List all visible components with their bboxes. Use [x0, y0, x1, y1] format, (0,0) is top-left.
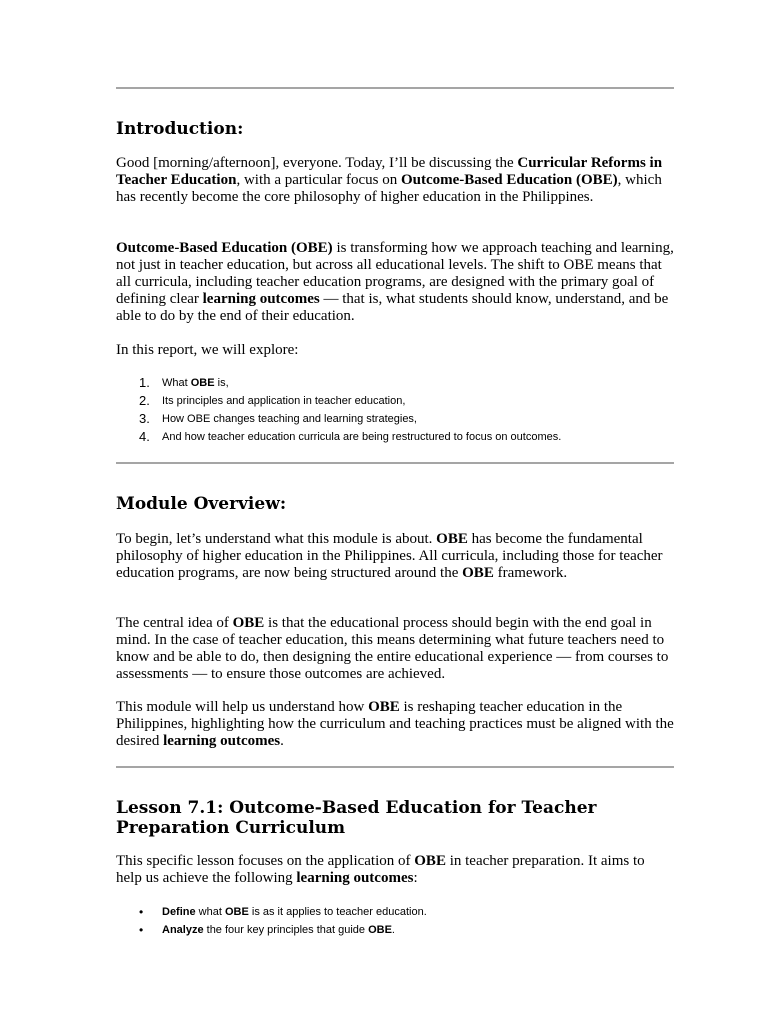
module-paragraph-3: This module will help us understand how OBE is reshaping teacher education in the Philippines, highlighting how the curriculum and teaching practices must be aligned with the desired learning outcomes. — [116, 699, 674, 749]
horizontal-rule — [116, 766, 674, 768]
list-item: 2. Its principles and application in teacher education, — [139, 393, 406, 408]
list-item: 1. What OBE is, — [139, 375, 229, 390]
intro-paragraph-1: Good [morning/afternoon], everyone. Today, I’ll be discussing the Curricular Reforms in Teacher Education, with a particular focus on Outcome-Based Education (OBE), which has recently become the core philosophy of higher education in the Philippines. — [116, 155, 663, 205]
module-paragraph-2: The central idea of OBE is that the educational process should begin with the end goal in mind. In the case of teacher education, this means determining what future teachers need to know and be able to do, then designing the entire educational experience — from courses to assessments — to ensure those outcomes are achieved. — [116, 615, 669, 682]
intro-paragraph-3: In this report, we will explore: — [116, 342, 299, 358]
horizontal-rule — [116, 87, 674, 89]
horizontal-rule — [116, 462, 674, 464]
lesson-paragraph-1: This specific lesson focuses on the application of OBE in teacher preparation. It aims to help us achieve the following learning outcomes: — [116, 853, 645, 886]
list-item: 4. And how teacher education curricula are being restructured to focus on outcomes. — [139, 429, 562, 444]
intro-paragraph-2: Outcome-Based Education (OBE) is transforming how we approach teaching and learning, not just in teacher education, but across all educational levels. The shift to OBE means that all curricula, including teacher education programs, are designed with the primary goal of defining clear learning outcomes — that is, what students should know, understand, and be able to do by the end of their education. — [116, 240, 674, 324]
list-item: • Analyze the four key principles that guide OBE. — [139, 923, 395, 937]
section-heading-introduction: Introduction: — [116, 119, 244, 139]
learning-outcomes-list — [116, 903, 427, 939]
list-item: • Define what OBE is as it applies to teacher education. — [139, 905, 427, 919]
explore-list — [116, 374, 561, 446]
list-item: 3. How OBE changes teaching and learning strategies, — [139, 411, 417, 426]
module-paragraph-1: To begin, let’s understand what this module is about. OBE has become the fundamental philosophy of higher education in the Philippines. All curricula, including those for teacher education programs, are now being structured around the OBE framework. — [116, 531, 663, 581]
section-heading-lesson: Lesson 7.1: Outcome-Based Education for Teacher Preparation Curriculum — [116, 798, 597, 838]
section-heading-module-overview: Module Overview: — [116, 494, 287, 514]
